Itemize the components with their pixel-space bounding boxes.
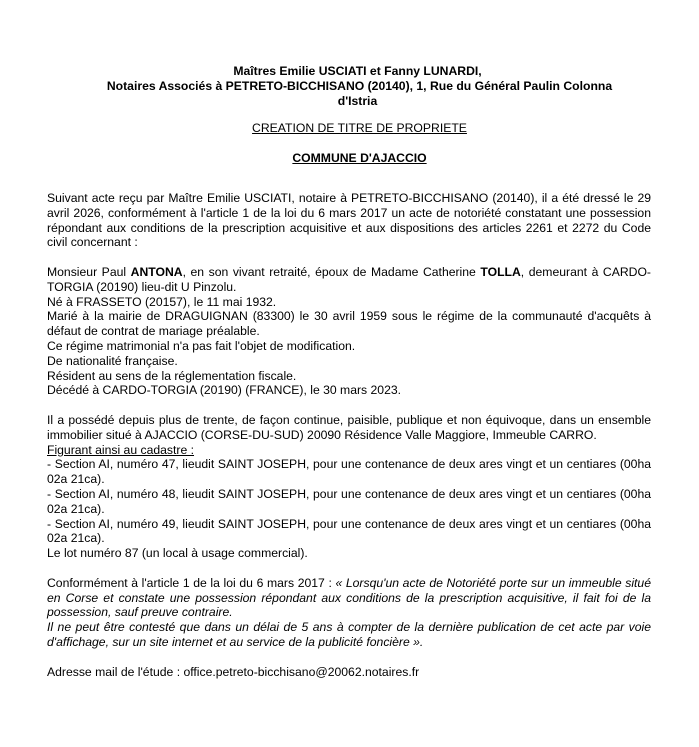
lot-line: Le lot numéro 87 (un local à usage commercial). [47, 546, 308, 561]
cadastre-item: - Section AI, numéro 47, lieudit SAINT JOSEPH, pour une contenance de deux ares vingt et un centiares (00ha 02a 21ca). [47, 457, 651, 487]
possession-paragraph: Il a possédé depuis plus de trente, de façon continue, paisible, publique et non équivoque, dans un ensemble immobilier situé à AJACCIO (CORSE-DU-SUD) 20090 Résidence Valle Maggiore, Immeuble CARRO. [47, 412, 651, 442]
birth-line: Né à FRASSETO (20157), le 11 mai 1932. [47, 294, 277, 309]
intro-paragraph: Suivant acte reçu par Maître Emilie USCIATI, notaire à PETRETO-BICCHISANO (20140), il a été dressé le 29 avril 2026, conformément à l'article 1 de la loi du 6 mars 2017 un acte de notoriété constatant une possession répondant aux conditions de la prescription acquisitive et aux dispositions des articles 2261 et 2272 du Code civil concernant : [47, 191, 651, 250]
spouse-name: TOLLA [480, 264, 521, 279]
notaries-address-cont: d'Istria [337, 94, 378, 108]
nationality-line: De nationalité française. [47, 353, 178, 368]
notaries-names: Maîtres Emilie USCIATI et Fanny LUNARDI, [233, 64, 482, 78]
marriage-line: Marié à la mairie de DRAGUIGNAN (83300) le 30 avril 1959 sous le régime de la communauté d'acquêts à défaut de contrat de mariage préalable. [47, 309, 651, 339]
residence-line: Résident au sens de la réglementation fiscale. [47, 368, 297, 383]
cadastre-item: - Section AI, numéro 48, lieudit SAINT JOSEPH, pour une contenance de deux ares vingt et un centiares (00ha 02a 21ca). [47, 486, 651, 516]
notice-body [47, 191, 651, 679]
contact-email-line: Adresse mail de l'étude : office.petreto-bicchisano@20062.notaires.fr [47, 664, 420, 679]
death-line: Décédé à CARDO-TORGIA (20190) (FRANCE), le 30 mars 2023. [47, 383, 402, 398]
regime-line: Ce régime matrimonial n'a pas fait l'objet de modification. [47, 338, 356, 353]
document-title: CREATION DE TITRE DE PROPRIETE [252, 121, 467, 135]
notaries-address: Notaires Associés à PETRETO-BICCHISANO (20140), 1, Rue du Général Paulin Colonna [106, 79, 613, 93]
legal-quote: « Lorsqu'un acte de Notoriété porte sur un immeuble situé en Corse et constate une possession répondant aux conditions de la prescription acquisitive, il fait foi de la possession, sauf preuve contraire. [47, 575, 651, 620]
cadastre-item: - Section AI, numéro 49, lieudit SAINT JOSEPH, pour une contenance de deux ares vingt et un centiares (00ha 02a 21ca). [47, 516, 651, 546]
person-paragraph: Monsieur Paul ANTONA, en son vivant retraité, époux de Madame Catherine TOLLA, demeurant à CARDO-TORGIA (20190) lieu-dit U Pinzolu. [47, 264, 651, 294]
person-name: ANTONA [130, 264, 183, 279]
legal-paragraph-cont: Il ne peut être contesté que dans un délai de 5 ans à compter de la dernière publication de cet acte par voie d'affichage, sur un site internet et au service de la publicité foncière ». [47, 620, 651, 649]
commune-title: COMMUNE D'AJACCIO [292, 151, 427, 165]
legal-paragraph: Conformément à l'article 1 de la loi du 6 mars 2017 : « Lorsqu'un acte de Notoriété porte sur un immeuble situé en Corse et constate une possession répondant aux conditions de la prescription acquisitive, il fait foi de la possession, sauf preuve contraire. [47, 575, 651, 620]
cadastre-heading: Figurant ainsi au cadastre : [47, 442, 195, 457]
